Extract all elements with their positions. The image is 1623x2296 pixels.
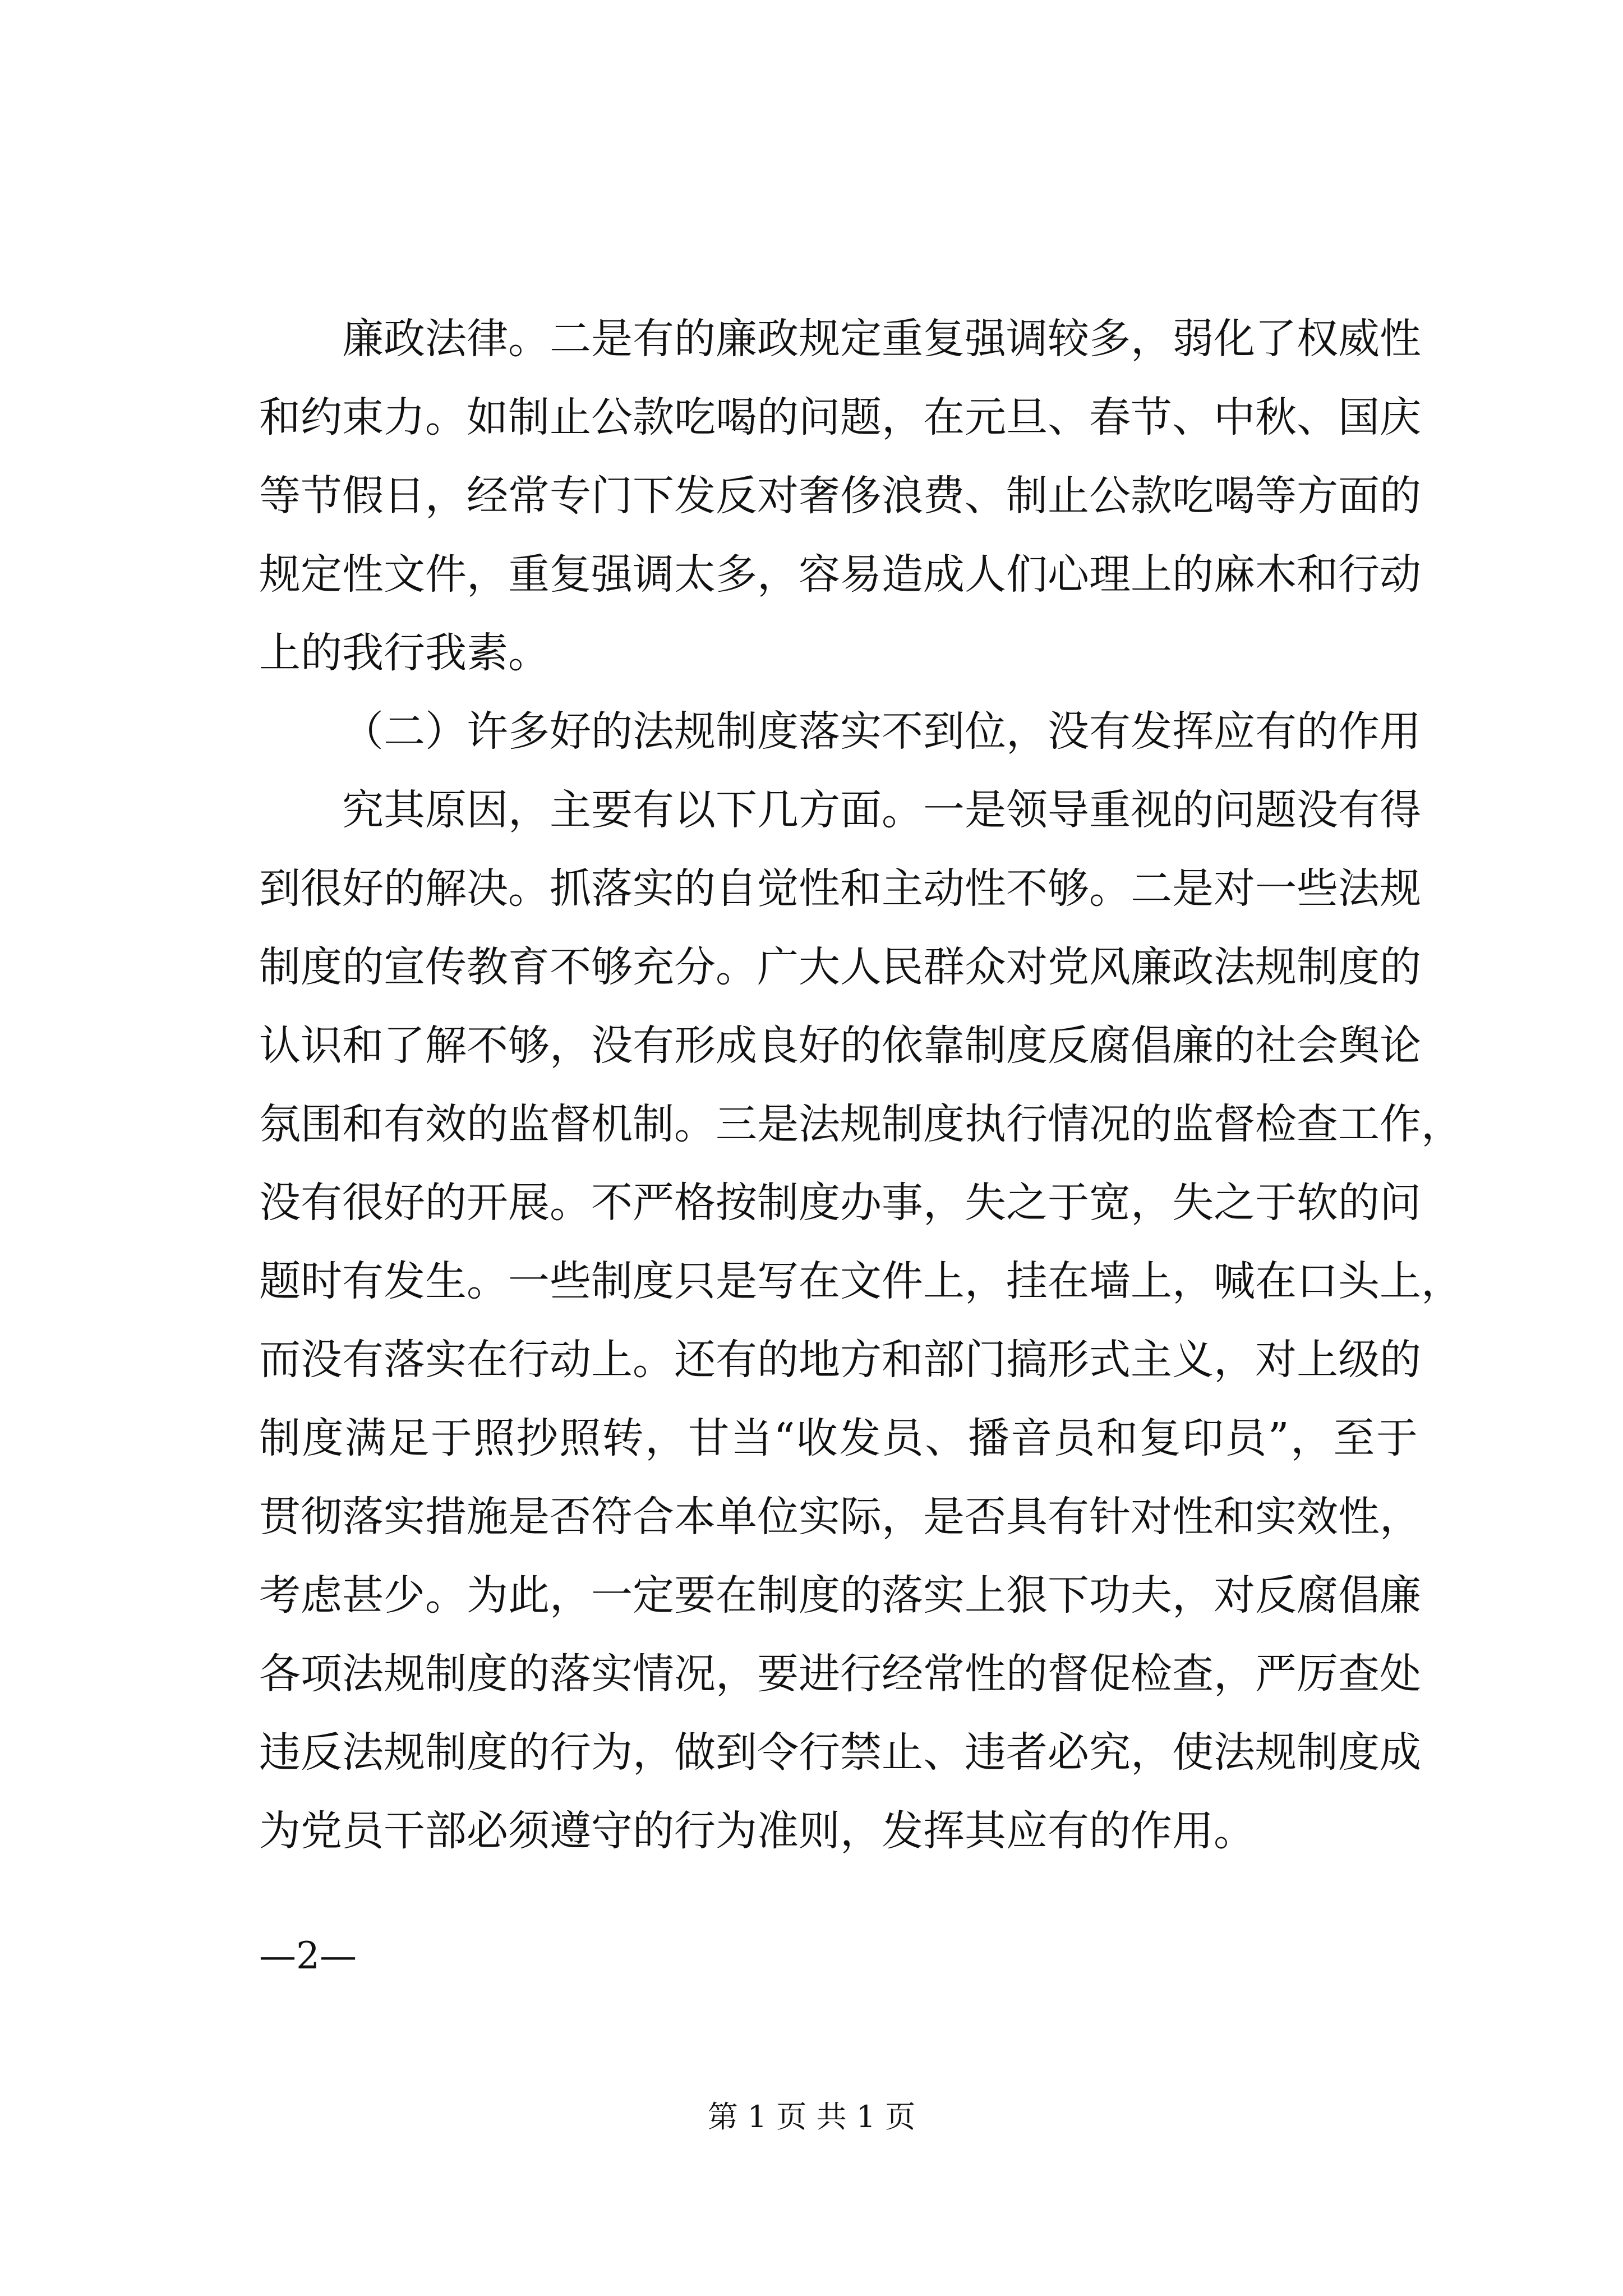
text-line: 究其原因，主要有以下几方面。一是领导重视的问题没有得 — [342, 786, 1421, 834]
text-line: 上的我行我素。 — [259, 629, 550, 677]
page-footer: 第 1 页 共 1 页 — [707, 2099, 916, 2134]
text-line: 没有很好的开展。不严格按制度办事，失之于宽，失之于软的问 — [259, 1179, 1421, 1227]
page-number: —2— — [259, 1934, 357, 1977]
text-line: 认识和了解不够，没有形成良好的依靠制度反腐倡廉的社会舆论 — [259, 1022, 1421, 1070]
text-line: 贯彻落实措施是否符合本单位实际，是否具有针对性和实效性， — [259, 1493, 1421, 1541]
body-text — [259, 300, 1463, 1870]
text-line: 违反法规制度的行为，做到令行禁止、违者必究，使法规制度成 — [259, 1728, 1421, 1777]
text-line: 到很好的解决。抓落实的自觉性和主动性不够。二是对一些法规 — [259, 864, 1421, 913]
text-line: 规定性文件，重复强调太多，容易造成人们心理上的麻木和行动 — [259, 550, 1421, 599]
text-line: （二）许多好的法规制度落实不到位，没有发挥应有的作用 — [342, 707, 1421, 756]
text-line: 考虑甚少。为此，一定要在制度的落实上狠下功夫，对反腐倡廉 — [259, 1571, 1421, 1619]
text-line: 制度满足于照抄照转，甘当“收发员、播音员和复印员”，至于 — [259, 1414, 1418, 1462]
text-line: 氛围和有效的监督机制。三是法规制度执行情况的监督检查工作， — [259, 1100, 1463, 1148]
text-line: 廉政法律。二是有的廉政规定重复强调较多，弱化了权威性 — [342, 315, 1421, 363]
text-line: 制度的宣传教育不够充分。广大人民群众对党风廉政法规制度的 — [259, 943, 1421, 991]
text-line: 等节假日，经常专门下发反对奢侈浪费、制止公款吃喝等方面的 — [259, 472, 1421, 520]
text-line: 题时有发生。一些制度只是写在文件上，挂在墙上，喊在口头上， — [259, 1257, 1463, 1305]
text-line: 为党员干部必须遵守的行为准则，发挥其应有的作用。 — [259, 1807, 1255, 1855]
text-line: 和约束力。如制止公款吃喝的问题，在元旦、春节、中秋、国庆 — [259, 393, 1421, 441]
text-line: 而没有落实在行动上。还有的地方和部门搞形式主义，对上级的 — [259, 1336, 1421, 1384]
text-line: 各项法规制度的落实情况，要进行经常性的督促检查，严厉查处 — [259, 1650, 1421, 1698]
